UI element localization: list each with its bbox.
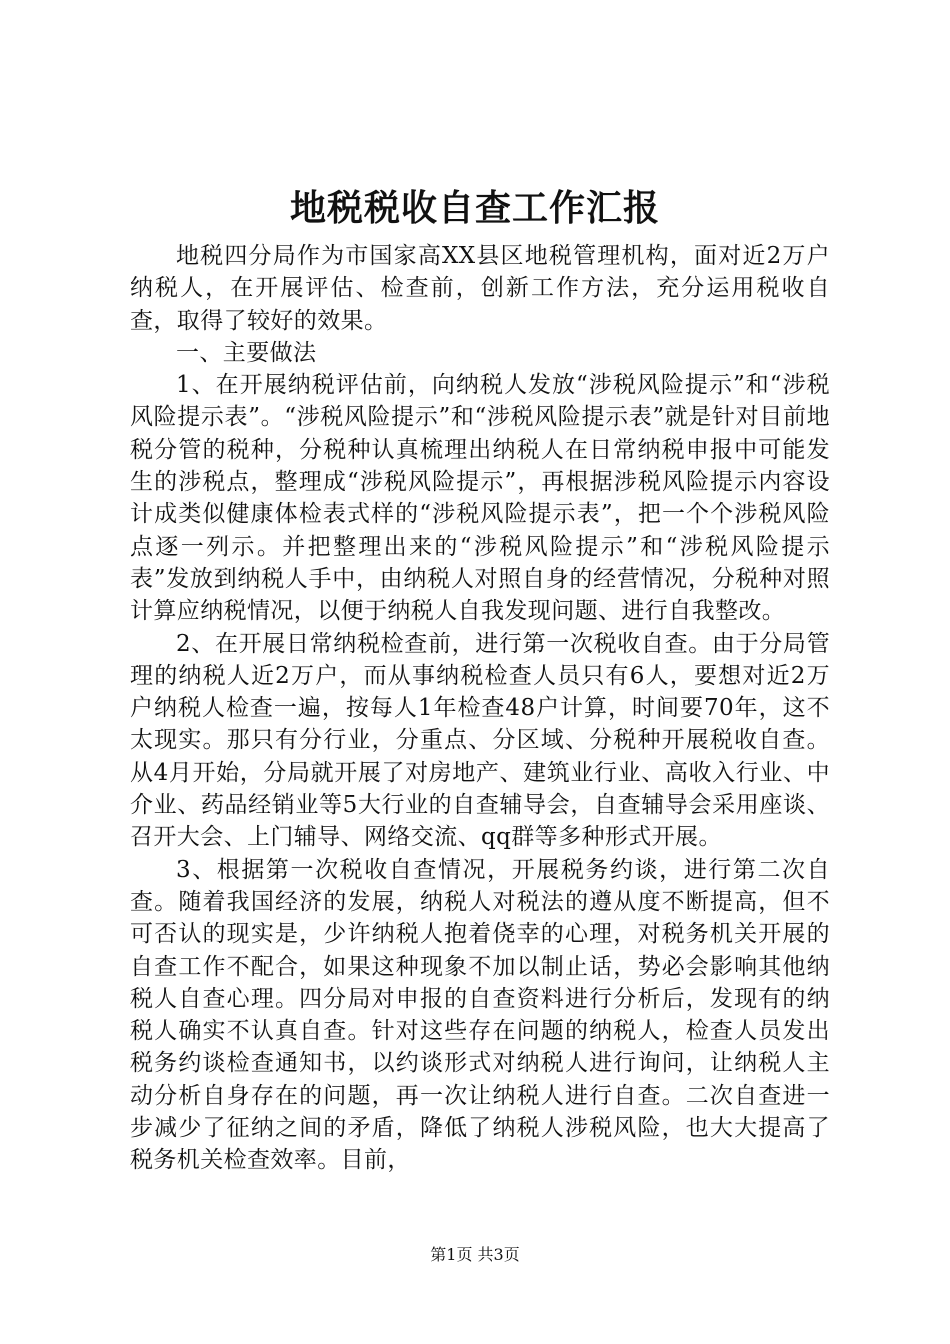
paragraph-item-1: 1、在开展纳税评估前，向纳税人发放“涉税风险提示”和“涉税风险提示表”。“涉税风险提示”和“涉税风险提示表”就是针对目前地税分管的税种，分税种认真梳理出纳税人在日常纳税申报中可能发生的涉税点，整理成“涉税风险提示”，再根据涉税风险提示内容设计成类似健康体检表式样的“涉税风险提示表”，把一个个涉税风险点逐一列示。并把整理出来的“涉税风险提示”和“涉税风险提示表”发放到纳税人手中，由纳税人对照自身的经营情况，分税种对照计算应纳税情况，以便于纳税人自我发现问题、进行自我整改。 <box>130 372 830 625</box>
paragraph-item-2: 2、在开展日常纳税检查前，进行第一次税收自查。由于分局管理的纳税人近2万户，而从事纳税检查人员只有6人，要想对近2万户纳税人检查一遍，按每人1年检查48户计算，时间要70年，这不太现实。那只有分行业，分重点、分区域、分税种开展税收自查。从4月开始，分局就开展了对房地产、建筑业行业、高收入行业、中介业、药品经销业等5大行业的自查辅导会，自查辅导会采用座谈、召开大会、上门辅导、网络交流、qq群等多种形式开展。 <box>130 630 830 851</box>
paragraph-intro: 地税四分局作为市国家高XX县区地税管理机构，面对近2万户纳税人，在开展评估、检查前，创新工作方法，充分运用税收自查，取得了较好的效果。 <box>130 243 830 334</box>
paragraph-item-3: 3、根据第一次税收自查情况，开展税务约谈，进行第二次自查。随着我国经济的发展，纳税人对税法的遵从度不断提高，但不可否认的现实是，少许纳税人抱着侥幸的心理，对税务机关开展的自查工作不配合，如果这种现象不加以制止话，势必会影响其他纳税人自查心理。四分局对申报的自查资料进行分析后，发现有的纳税人确实不认真自查。针对这些存在问题的纳税人，检查人员发出税务约谈检查通知书，以约谈形式对纳税人进行询问，让纳税人主动分析自身存在的问题，再一次让纳税人进行自查。二次自查进一步减少了征纳之间的矛盾，降低了纳税人涉税风险，也大大提高了税务机关检查效率。目前， <box>130 856 830 1174</box>
page-number-footer: 第1页 共3页 <box>430 1245 520 1264</box>
document-title: 地税税收自查工作汇报 <box>289 187 660 229</box>
section-heading-main-practices: 一、主要做法 <box>176 339 317 366</box>
document-body <box>130 240 830 1177</box>
